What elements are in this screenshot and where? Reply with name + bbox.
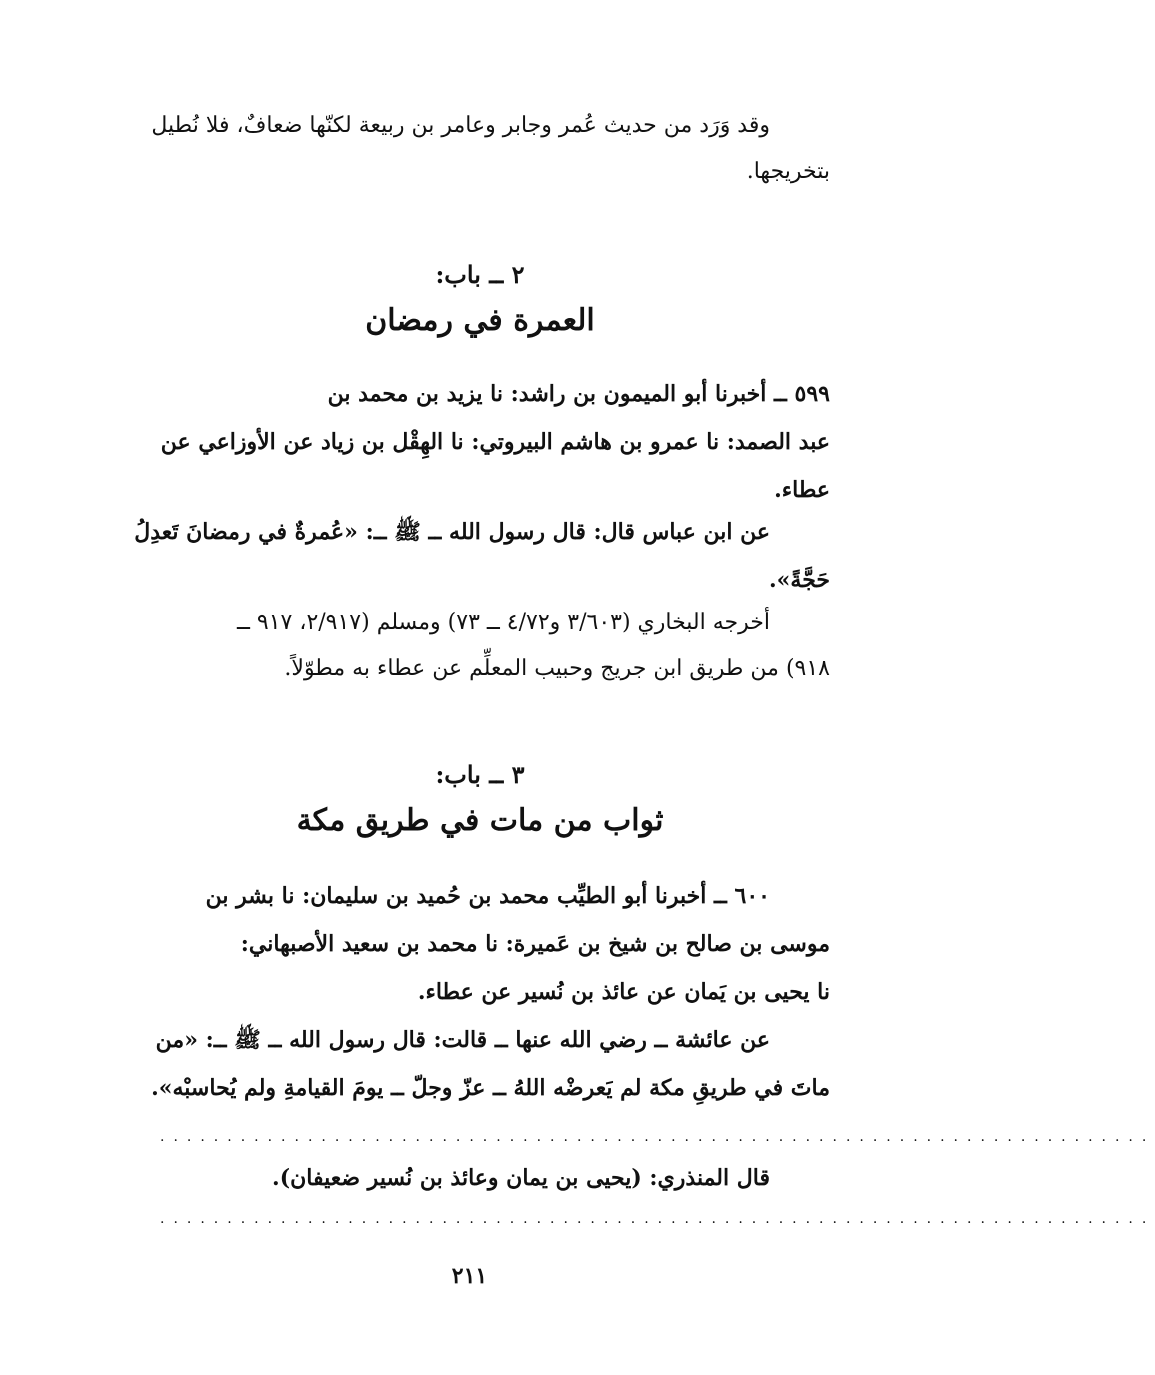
section2-number: ٢ ــ باب: [435,260,525,289]
mundhiri-note: قال المنذري: (يحيى بن يمان وعائذ بن نُسير ضعيفان). [272,1165,770,1191]
section2-title: العمرة في رمضان [365,303,595,338]
hadith-599-matn-line-2: حَجَّةً». [768,567,830,593]
hadith-600-matn [130,1016,830,1112]
hadith-600-isnad-line-1: ٦٠٠ ــ أخبرنا أبو الطيِّب محمد بن حُميد بن سليمان: نا بشر بن [205,883,770,909]
intro-line-2: بتخريجها. [746,159,830,184]
section3-title: ثواب من مات في طريق مكة [296,803,664,838]
dotted-separator-bottom: .......................................................................... [160,1211,1155,1227]
intro-line-1: وقد وَرَد من حديث عُمر وجابر وعامر بن ربيعة لكنّها ضعافٌ، فلا نُطيل [151,113,770,138]
intro-paragraph [130,103,830,195]
hadith-600-matn-line-2: ماتَ في طريقِ مكة لم يَعرضْه اللهُ ــ عزّ وجلّ ــ يومَ القيامةِ ولم يُحاسبْه». [151,1075,830,1101]
hadith-599-isnad-line-1: ٥٩٩ ــ أخبرنا أبو الميمون بن راشد: نا يزيد بن محمد بن [327,381,830,407]
hadith-600-isnad-line-2: موسى بن صالح بن شيخ بن عَميرة: نا محمد بن سعيد الأصبهاني: [240,931,830,957]
dotted-separator-top: .......................................................................... [160,1129,1155,1145]
hadith-599-matn-line-1: عن ابن عباس قال: قال رسول الله ــ ﷺ ــ: «عُمرةٌ في رمضانَ تَعدِلُ [134,519,770,545]
takhrij-line-2: ٩١٨) من طريق ابن جريج وحبيب المعلِّم عن عطاء به مطوّلاً. [284,656,830,681]
section3-number: ٣ ــ باب: [435,760,525,789]
hadith-599-takhrij [130,600,830,692]
hadith-599-isnad [130,370,830,514]
hadith-600-matn-line-1: عن عائشة ــ رضي الله عنها ــ قالت: قال رسول الله ــ ﷺ ــ: «من [155,1027,770,1053]
page-number: ٢١١ [451,1263,488,1289]
hadith-600-isnad-line-3: نا يحيى بن يَمان عن عائذ بن نُسير عن عطاء. [417,979,830,1005]
mundhiri-note-container [130,1158,830,1198]
hadith-600-isnad [130,872,830,1016]
hadith-599-isnad-line-2: عبد الصمد: نا عمرو بن هاشم البيروتي: نا الهِقْل بن زياد عن الأوزاعي عن [160,429,830,455]
hadith-599-matn [130,508,830,604]
hadith-599-isnad-line-3: عطاء. [774,477,830,503]
takhrij-line-1: أخرجه البخاري (٣/٦٠٣ و٤/٧٢ ــ ٧٣) ومسلم (٢/٩١٧، ٩١٧ ــ [237,610,770,635]
